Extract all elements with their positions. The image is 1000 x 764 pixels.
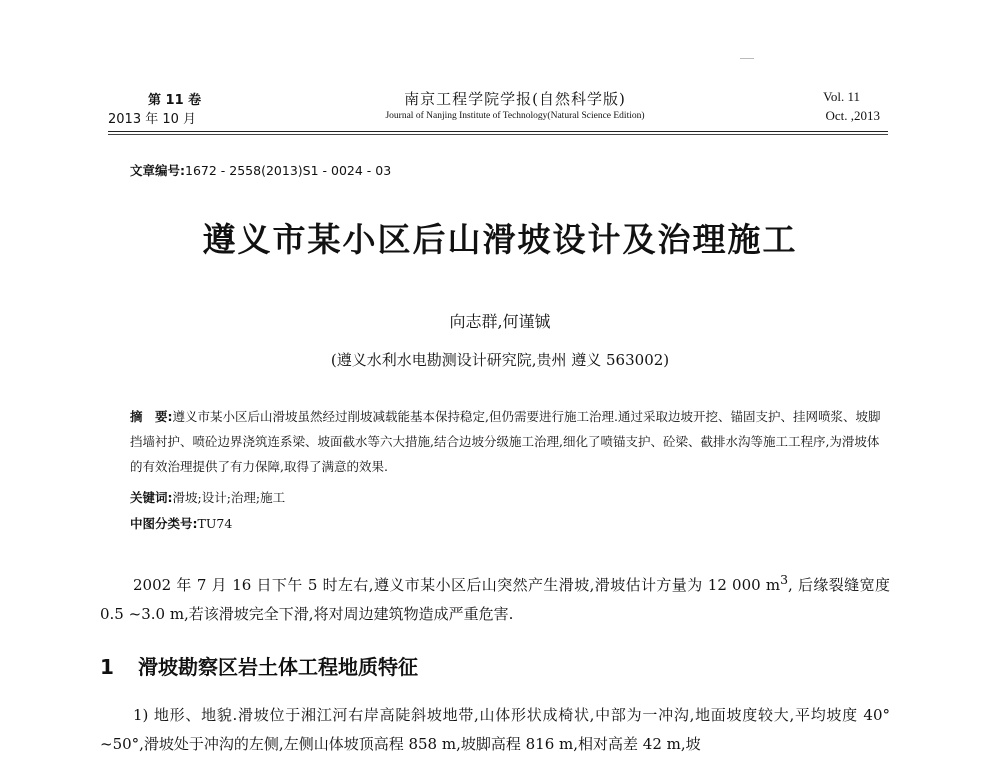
classification-code-label: 中图分类号:: [130, 516, 198, 531]
article-id-value: 1672 - 2558(2013)S1 - 0024 - 03: [185, 163, 392, 178]
classification-code-value: TU74: [197, 516, 233, 531]
keywords-label: 关键词:: [130, 490, 173, 505]
header-volume-en: Vol. 11: [823, 89, 860, 104]
keywords: [130, 488, 285, 506]
section-heading: [100, 651, 418, 680]
abstract: [130, 404, 890, 479]
intro-text-1: 2002 年 7 月 16 日下午 5 时左右,遵义市某小区后山突然产生滑坡,滑坡估计方量为 12 000 m: [133, 576, 781, 594]
paper-title: 遵义市某小区后山滑坡设计及治理施工: [202, 220, 798, 259]
header-journal-title-cn: 南京工程学院学报(自然科学版): [404, 90, 626, 108]
intro-text-2: , 后缘裂缝宽度 0.5 ~3.0 m,若该滑坡完全下滑,将对周边建筑物造成严重危害.: [100, 576, 890, 623]
body-paragraph: 1) 地形、地貌.滑坡位于湘江河右岸高陡斜坡地带,山体形状成椅状,中部为一冲沟,地面坡度较大,平均坡度 40° ~50°,滑坡处于冲沟的左侧,左侧山体坡顶高程 858 m,坡脚高程 816 m,相对高差 42 m,坡: [100, 706, 890, 753]
header-rule: [108, 131, 888, 132]
section-number: 1: [100, 655, 114, 679]
article-id: [130, 161, 391, 179]
article-id-label: 文章编号:: [130, 163, 185, 178]
authors: 向志群,何谨铖: [449, 312, 551, 331]
intro-superscript: 3: [780, 572, 789, 587]
section-title: 滑坡勘察区岩土体工程地质特征: [138, 655, 418, 679]
abstract-text: 遵义市某小区后山滑坡虽然经过削坡减载能基本保持稳定,但仍需要进行施工治理.通过采取边坡开挖、锚固支护、挂网喷浆、坡脚挡墙衬护、喷砼边界浇筑连系梁、坡面截水等六大措施,结合边坡分级施工治理,细化了喷锚支护、砼梁、截排水沟等施工工程序,为滑坡体的有效治理提供了有力保障,取得了满意的效果.: [130, 409, 881, 474]
header-date-en: Oct. ,2013: [825, 108, 880, 123]
header-date-cn: 2013 年 10 月: [108, 112, 197, 127]
scan-mark: [740, 58, 754, 59]
intro-paragraph: [100, 565, 890, 629]
header-volume-cn: 第 11 卷: [148, 93, 202, 108]
abstract-label: 摘 要:: [130, 409, 173, 424]
classification-code: [130, 514, 232, 532]
header-journal-title-en: Journal of Nanjing Institute of Technology(Natural Science Edition): [385, 111, 645, 121]
header-rule-thin: [108, 134, 888, 135]
affiliation: (遵义水利水电勘测设计研究院,贵州 遵义 563002): [330, 351, 670, 369]
keywords-text: 滑坡;设计;治理;施工: [172, 490, 286, 505]
